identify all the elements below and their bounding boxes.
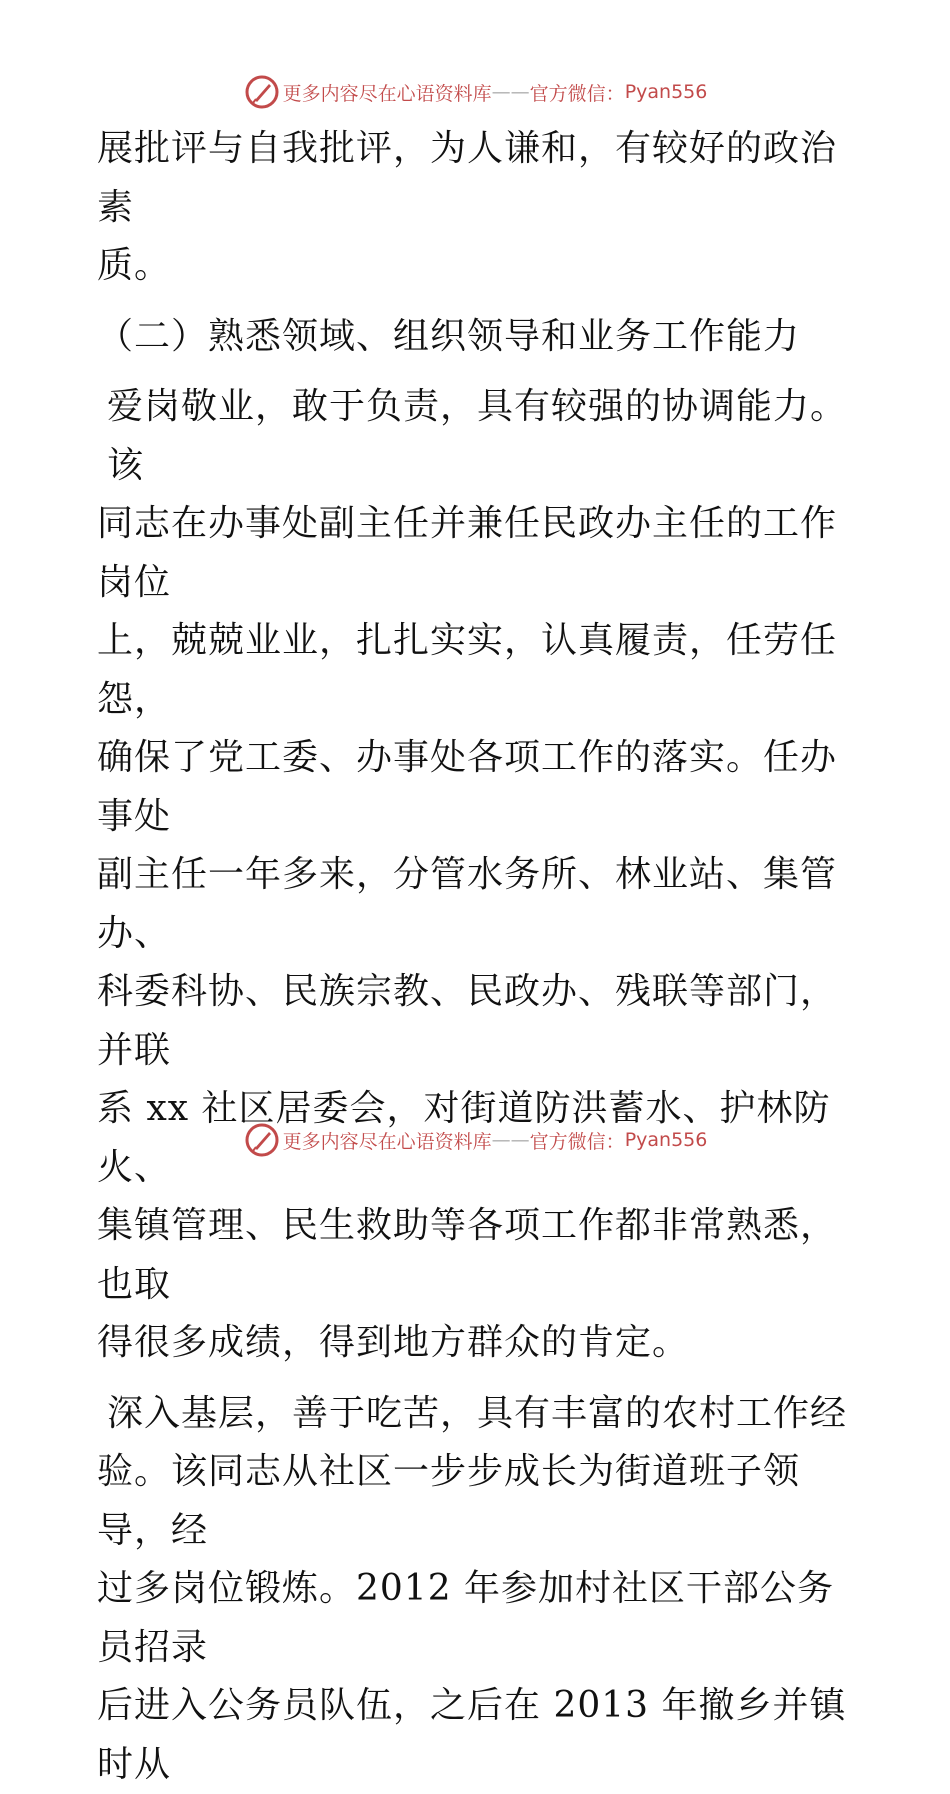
text-line: 验。该同志从社区一步步成长为街道班子领导，经 (97, 1443, 857, 1560)
text-line: 科委科协、民族宗教、民政办、残联等部门，并联 (97, 963, 857, 1080)
text-line: 集镇管理、民生救助等各项工作都非常熟悉，也取 (97, 1197, 857, 1314)
footer-watermark (0, 1120, 950, 1160)
text-line: 同志在办事处副主任并兼任民政办主任的工作岗位 (97, 495, 857, 612)
text-line: 确保了党工委、办事处各项工作的落实。任办事处 (97, 729, 857, 846)
text-line: 系 xx 社区居委会，对街道防洪蓄水、护林防火、 (97, 1080, 857, 1197)
feather-pen-icon (243, 1121, 281, 1159)
text-line: 后进入公务员队伍，之后在 2013 年撤乡并镇时从 (97, 1677, 857, 1794)
text-line: 副主任一年多来，分管水务所、林业站、集管办、 (97, 846, 857, 963)
watermark-wechat-label: 官方微信： (530, 79, 625, 106)
text-line: 深入基层，善于吃苦，具有丰富的农村工作经 (97, 1385, 857, 1444)
heading-line: （二）熟悉领域、组织领导和业务工作能力 (97, 308, 857, 367)
header-watermark (0, 72, 950, 112)
watermark-main-text: 更多内容尽在心语资料库 (283, 79, 492, 106)
watermark-account: Pyan556 (625, 81, 708, 103)
text-line: 上，兢兢业业，扎扎实实，认真履责，任劳任怨， (97, 612, 857, 729)
paragraph-grassroots (97, 1385, 857, 1794)
text-line: 展批评与自我批评，为人谦和，有较好的政治素 (97, 120, 857, 237)
watermark-main-text: 更多内容尽在心语资料库 (283, 1127, 492, 1154)
feather-pen-icon (243, 73, 281, 111)
text-line: 爱岗敬业，敢于负责，具有较强的协调能力。该 (97, 378, 857, 495)
paragraph-dedication (97, 378, 857, 1373)
section-heading (97, 308, 857, 367)
watermark-separator: —— (492, 81, 530, 103)
document-body (97, 120, 857, 1794)
text-line: 得很多成绩，得到地方群众的肯定。 (97, 1314, 857, 1373)
watermark-account: Pyan556 (625, 1129, 708, 1151)
text-line: 过多岗位锻炼。2012 年参加村社区干部公务员招录 (97, 1560, 857, 1677)
paragraph-political-quality (97, 120, 857, 296)
watermark-wechat-label: 官方微信： (530, 1127, 625, 1154)
text-line: 质。 (97, 237, 857, 296)
watermark-separator: —— (492, 1129, 530, 1151)
